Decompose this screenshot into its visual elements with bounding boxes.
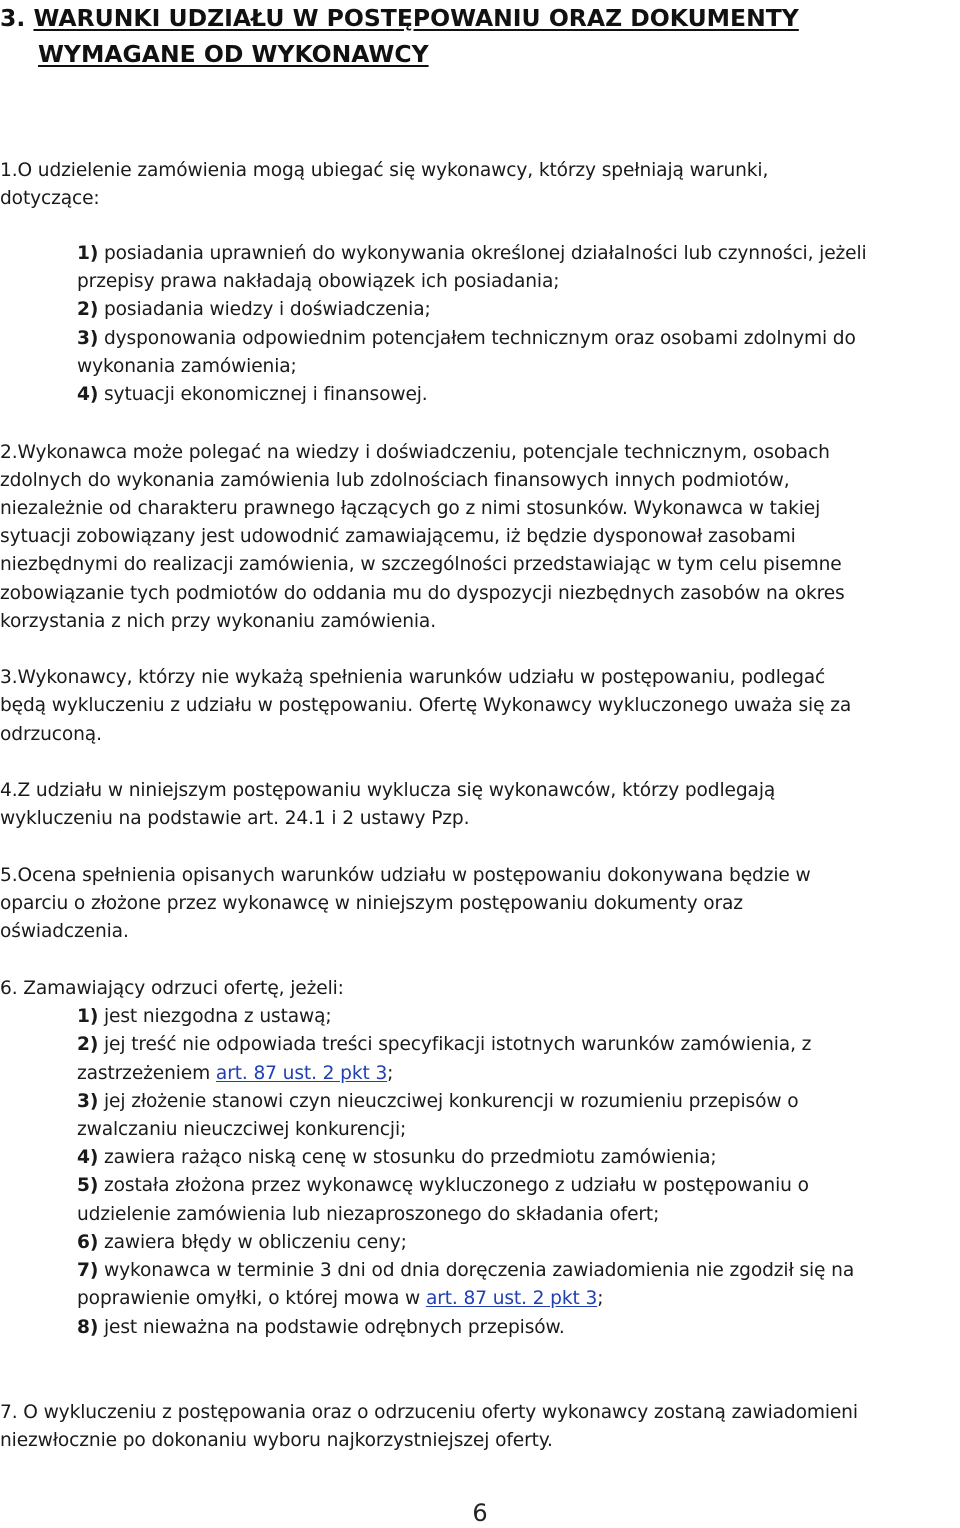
paragraph-6-intro: 6. Zamawiający odrzuci ofertę, jeżeli: bbox=[0, 978, 344, 999]
law-reference-link[interactable]: art. 87 ust. 2 pkt 3 bbox=[425, 1288, 598, 1309]
rejection-item-3: 3) jej złożenie stanowi czyn nieuczciwej konkurencji w rozumieniu przepisów o bbox=[77, 1091, 799, 1112]
condition-item-3: 3) dysponowania odpowiednim potencjałem technicznym oraz osobami zdolnymi do bbox=[77, 328, 856, 349]
rejection-item-2: 2) jej treść nie odpowiada treści specyfikacji istotnych warunków zamówienia, z bbox=[77, 1034, 812, 1055]
section-heading bbox=[0, 0, 960, 72]
rejection-item-1: 1) jest niezgodna z ustawą; bbox=[77, 1006, 332, 1027]
paragraph-1-line: dotyczące: bbox=[0, 188, 100, 209]
paragraph-3-line: odrzuconą. bbox=[0, 724, 102, 745]
condition-item-2: 2) posiadania wiedzy i doświadczenia; bbox=[77, 299, 431, 320]
paragraph-5-line: 5.Ocena spełnienia opisanych warunków udziału w postępowaniu dokonywana będzie w bbox=[0, 865, 811, 886]
paragraph-1-line: 1.O udzielenie zamówienia mogą ubiegać się wykonawcy, którzy spełniają warunki, bbox=[0, 160, 769, 181]
paragraph-2-line: zobowiązanie tych podmiotów do oddania mu do dyspozycji niezbędnych zasobów na okres bbox=[0, 583, 845, 604]
paragraph-4-line: wykluczeniu na podstawie art. 24.1 i 2 ustawy Pzp. bbox=[0, 808, 470, 829]
rejection-item-3-cont: zwalczaniu nieuczciwej konkurencji; bbox=[77, 1119, 407, 1140]
condition-item-3-cont: wykonania zamówienia; bbox=[77, 356, 297, 377]
rejection-item-7-cont: poprawienie omyłki, o której mowa w art. 87 ust. 2 pkt 3; bbox=[77, 1288, 604, 1309]
paragraph-4-line: 4.Z udziału w niniejszym postępowaniu wyklucza się wykonawców, którzy podlegają bbox=[0, 780, 776, 801]
paragraph-7-line: niezwłocznie po dokonaniu wyboru najkorzystniejszej oferty. bbox=[0, 1430, 553, 1451]
paragraph-2-line: zdolnych do wykonania zamówienia lub zdolnościach finansowych innych podmiotów, bbox=[0, 470, 790, 491]
paragraph-3-line: 3.Wykonawcy, którzy nie wykażą spełnienia warunków udziału w postępowaniu, podlegać bbox=[0, 667, 826, 688]
paragraph-5-line: oparciu o złożone przez wykonawcę w niniejszym postępowaniu dokumenty oraz bbox=[0, 893, 743, 914]
paragraph-3-line: będą wykluczeniu z udziału w postępowaniu. Ofertę Wykonawcy wykluczonego uważa się za bbox=[0, 695, 852, 716]
condition-item-4: 4) sytuacji ekonomicznej i finansowej. bbox=[77, 384, 428, 405]
rejection-item-8: 8) jest nieważna na podstawie odrębnych przepisów. bbox=[77, 1317, 565, 1338]
paragraph-2-line: niezbędnymi do realizacji zamówienia, w szczególności przedstawiając w tym celu pisemne bbox=[0, 554, 842, 575]
rejection-item-2-cont: zastrzeżeniem art. 87 ust. 2 pkt 3; bbox=[77, 1063, 394, 1084]
condition-item-1-cont: przepisy prawa nakładają obowiązek ich posiadania; bbox=[77, 271, 560, 292]
paragraph-5-line: oświadczenia. bbox=[0, 921, 129, 942]
rejection-item-4: 4) zawiera rażąco niską cenę w stosunku do przedmiotu zamówienia; bbox=[77, 1147, 717, 1168]
law-reference-link[interactable]: art. 87 ust. 2 pkt 3 bbox=[215, 1063, 388, 1084]
heading-number: 3. bbox=[0, 4, 34, 32]
paragraph-2-line: niezależnie od charakteru prawnego łączących go z nimi stosunków. Wykonawca w takiej bbox=[0, 498, 821, 519]
page-number: 6 bbox=[472, 1499, 488, 1527]
heading-line-1: WARUNKI UDZIAŁU W POSTĘPOWANIU ORAZ DOKUMENTY bbox=[33, 4, 799, 32]
paragraph-2-line: 2.Wykonawca może polegać na wiedzy i doświadczeniu, potencjale technicznym, osobach bbox=[0, 442, 830, 463]
paragraph-7-line: 7. O wykluczeniu z postępowania oraz o odrzuceniu oferty wykonawcy zostaną zawiadomieni bbox=[0, 1402, 858, 1423]
paragraph-2-line: korzystania z nich przy wykonaniu zamówienia. bbox=[0, 611, 437, 632]
rejection-item-5-cont: udzielenie zamówienia lub niezaproszonego do składania ofert; bbox=[77, 1204, 660, 1225]
heading-line-2: WYMAGANE OD WYKONAWCY bbox=[38, 40, 429, 68]
rejection-item-6: 6) zawiera błędy w obliczeniu ceny; bbox=[77, 1232, 407, 1253]
paragraph-2-line: sytuacji zobowiązany jest udowodnić zamawiającemu, iż będzie dysponował zasobami bbox=[0, 526, 796, 547]
rejection-item-7: 7) wykonawca w terminie 3 dni od dnia doręczenia zawiadomienia nie zgodził się na bbox=[77, 1260, 855, 1281]
condition-item-1: 1) posiadania uprawnień do wykonywania określonej działalności lub czynności, jeżeli bbox=[77, 243, 867, 264]
rejection-item-5: 5) została złożona przez wykonawcę wykluczonego z udziału w postępowaniu o bbox=[77, 1175, 809, 1196]
